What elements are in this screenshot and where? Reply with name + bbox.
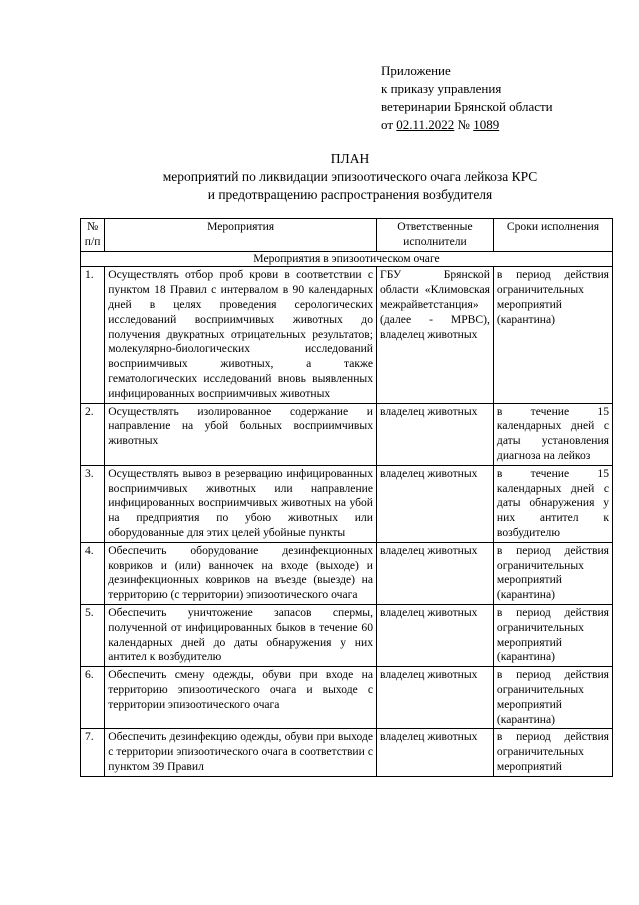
- header-term: Сроки исполнения: [493, 219, 612, 252]
- row-num: 7.: [81, 729, 105, 776]
- section-title: Мероприятия в эпизоотическом очаге: [81, 251, 613, 267]
- row-term: в период действия ограничительных мероприятий (карантина): [493, 604, 612, 666]
- appendix-line-3: ветеринарии Брянской области: [381, 99, 553, 114]
- plan-table: [80, 218, 613, 777]
- row-responsible: владелец животных: [377, 604, 494, 666]
- plan-subtitle-line-2: и предотвращению распространения возбудителя: [207, 187, 493, 202]
- appendix-date-line: [381, 116, 553, 134]
- row-num: 3.: [81, 465, 105, 542]
- row-term: в течение 15 календарных дней с даты обнаружения у них антител к возбудителю: [493, 465, 612, 542]
- row-num: 5.: [81, 604, 105, 666]
- order-number: 1089: [473, 117, 500, 132]
- header-activity: Мероприятия: [105, 219, 377, 252]
- row-activity: Осуществлять отбор проб крови в соответствии с пунктом 18 Правил с интервалом в 90 календарных дней в целях проведения серологических исследований восприимчивых животных до получения двукратных отрицательных результатов; молекулярно-биологических исследований восприимчивых животных, а также гематологических исследований вновь выявленных инфицированных восприимчивых животных: [105, 267, 377, 403]
- row-activity: Осуществлять вывоз в резервацию инфицированных восприимчивых животных или направление инфицированных восприимчивых животных на убой на предприятия по убою животных или оборудованные для этих целей убойные пункты: [105, 465, 377, 542]
- table-row: [81, 542, 613, 604]
- header-responsible: Ответственные исполнители: [377, 219, 494, 252]
- plan-subtitle-line-1: мероприятий по ликвидации эпизоотического очага лейкоза КРС: [162, 169, 538, 184]
- row-responsible: владелец животных: [377, 667, 494, 729]
- row-activity: Обеспечить дезинфекцию одежды, обуви при выходе с территории эпизоотического очага в соответствии с пунктом 39 Правил: [105, 729, 377, 776]
- row-term: в период действия ограничительных мероприятий: [493, 729, 612, 776]
- row-term: в период действия ограничительных мероприятий (карантина): [493, 267, 612, 403]
- row-activity: Обеспечить уничтожение запасов спермы, полученной от инфицированных быков в течение 60 календарных дней до даты обнаружения у них антител к возбудителю: [105, 604, 377, 666]
- row-num: 2.: [81, 403, 105, 465]
- row-term: в период действия ограничительных мероприятий (карантина): [493, 667, 612, 729]
- row-activity: Осуществлять изолированное содержание и направление на убой больных восприимчивых животных: [105, 403, 377, 465]
- plan-title: ПЛАН: [330, 151, 370, 166]
- row-term: в период действия ограничительных мероприятий (карантина): [493, 542, 612, 604]
- table-row: [81, 465, 613, 542]
- table-header-row: [81, 219, 613, 252]
- row-num: 4.: [81, 542, 105, 604]
- table-row: [81, 403, 613, 465]
- header-num: № п/п: [81, 219, 105, 252]
- table-row: [81, 604, 613, 666]
- row-num: 1.: [81, 267, 105, 403]
- order-number-sign: №: [457, 117, 470, 132]
- order-date: 02.11.2022: [396, 117, 455, 132]
- table-row: [81, 729, 613, 776]
- row-term: в течение 15 календарных дней с даты установления диагноза на лейкоз: [493, 403, 612, 465]
- row-responsible: владелец животных: [377, 729, 494, 776]
- appendix-block: [381, 62, 553, 134]
- section-row: [81, 251, 613, 267]
- row-responsible: владелец животных: [377, 465, 494, 542]
- appendix-line-1: Приложение: [381, 63, 451, 78]
- table-row: [81, 267, 613, 403]
- row-responsible: ГБУ Брянской области «Климовская межрайветстанция» (далее - МРВС), владелец животных: [377, 267, 494, 403]
- appendix-line-2: к приказу управления: [381, 81, 502, 96]
- table-row: [81, 667, 613, 729]
- row-activity: Обеспечить смену одежды, обуви при входе на территорию эпизоотического очага и выходе с территории эпизоотического очага: [105, 667, 377, 729]
- appendix-from: от: [381, 117, 394, 132]
- row-num: 6.: [81, 667, 105, 729]
- row-activity: Обеспечить оборудование дезинфекционных ковриков и (или) ванночек на входе (выходе) и дезинфекционных ковриков на въезде (выезде) на территорию (с территории) эпизоотического очага: [105, 542, 377, 604]
- row-responsible: владелец животных: [377, 542, 494, 604]
- row-responsible: владелец животных: [377, 403, 494, 465]
